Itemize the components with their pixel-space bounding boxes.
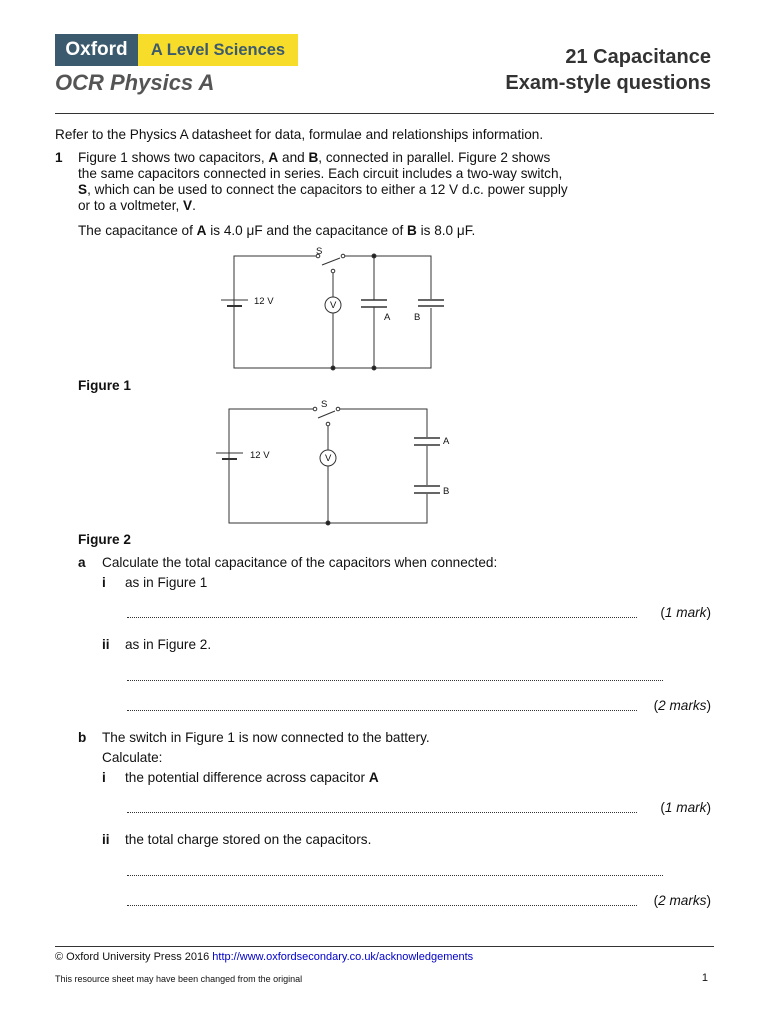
part-a-text: Calculate the total capacitance of the capacitors when connected: [102,555,498,570]
answer-line[interactable] [127,710,637,711]
figure-2-caption: Figure 2 [78,532,131,547]
fig2-battery-label: 12 V [250,450,270,461]
answer-line[interactable] [127,617,637,618]
fig2-cap-a-label: A [443,436,450,447]
fig1-voltmeter-label: V [330,300,337,311]
part-b-label: b [78,730,87,745]
fig1-battery-label: 12 V [254,296,274,307]
part-ai-text: as in Figure 1 [125,575,208,590]
part-bii-text: the total charge stored on the capacitors. [125,832,372,847]
series-logo: A Level Sciences [138,34,298,66]
fig2-cap-b-label: B [443,486,450,497]
part-a-label: a [78,555,86,570]
q1-line4: or to a voltmeter, V. [78,198,196,213]
intro-text: Refer to the Physics A datasheet for data, formulae and relationships information. [55,127,544,142]
figure-1-circuit [221,254,444,370]
copyright: © Oxford University Press 2016 http://www.oxfordsecondary.co.uk/acknowledgements [55,951,474,963]
oxford-logo: Oxford [55,34,138,66]
part-aii-text: as in Figure 2. [125,637,212,652]
marks: (1 mark) [660,800,711,815]
part-bi-text: the potential difference across capacitor A [125,770,379,785]
part-bi-label: i [102,770,106,785]
marks: (2 marks) [653,698,711,713]
capacitance-values: The capacitance of A is 4.0 μF and the capacitance of B is 8.0 μF. [78,223,476,238]
part-bii-label: ii [102,832,110,847]
acknowledgements-link[interactable]: http://www.oxfordsecondary.co.uk/acknowledgements [212,951,474,963]
figure-2-circuit [216,407,440,525]
marks: (1 mark) [660,605,711,620]
fig2-switch-label: S [321,399,328,410]
q1-line1: Figure 1 shows two capacitors, A and B, connected in parallel. Figure 2 shows [78,150,551,165]
page-number: 1 [701,972,708,984]
q1-line3: S, which can be used to connect the capacitors to either a 12 V d.c. power supply [78,182,568,197]
fig1-cap-b-label: B [414,312,421,323]
course-title: OCR Physics A [55,70,215,95]
figure-1-caption: Figure 1 [78,378,131,393]
answer-line[interactable] [127,680,663,681]
part-ai-label: i [102,575,106,590]
part-b-text: The switch in Figure 1 is now connected to the battery. [102,730,430,745]
fig1-switch-label: S [316,246,323,257]
switch-icon [322,258,340,265]
fig2-voltmeter-label: V [325,453,332,464]
fig1-cap-a-label: A [384,312,391,323]
chapter-title: 21 Capacitance [565,46,711,68]
footer-divider [55,946,714,947]
doc-type: Exam-style questions [505,72,711,94]
answer-line[interactable] [127,905,637,906]
answer-line[interactable] [127,875,663,876]
answer-line[interactable] [127,812,637,813]
part-aii-label: ii [102,637,110,652]
marks: (2 marks) [653,893,711,908]
q1-line2: the same capacitors connected in series. Each circuit includes a two-way switch, [78,166,563,181]
footer-note: This resource sheet may have been changed from the original [55,974,303,984]
part-b-text2: Calculate: [102,750,163,765]
question-number: 1 [55,150,63,165]
